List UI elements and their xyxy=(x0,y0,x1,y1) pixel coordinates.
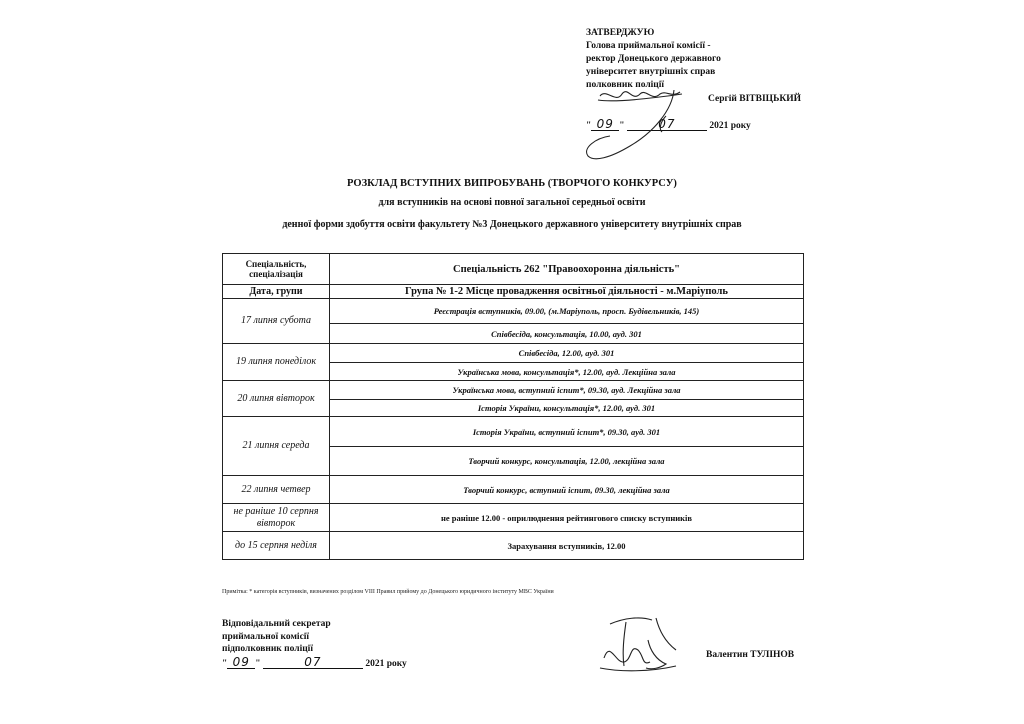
table-row xyxy=(223,476,804,504)
event-cell: Історія України, консультація*, 12.00, ауд. 301 xyxy=(330,400,804,417)
day-cell: 20 липня вівторок xyxy=(223,381,330,417)
event-cell: Українська мова, консультація*, 12.00, ауд. Лекційна зала xyxy=(330,363,804,381)
schedule-table xyxy=(222,253,804,560)
secretary-line-1: Відповідальний секретар xyxy=(222,619,331,629)
header-date-label: Дата, групи xyxy=(223,285,330,299)
event-cell: не раніше 12.00 - оприлюднення рейтингового списку вступників xyxy=(330,504,804,532)
table-row xyxy=(223,344,804,363)
event-cell: Зарахування вступників, 12.00 xyxy=(330,532,804,560)
table-row xyxy=(223,381,804,400)
approval-date-year: 2021 року xyxy=(709,121,751,131)
approval-heading: ЗАТВЕРДЖУЮ xyxy=(586,28,655,38)
table-row xyxy=(223,285,804,299)
schedule-title: РОЗКЛАД ВСТУПНИХ ВИПРОБУВАНЬ (ТВОРЧОГО КОНКУРСУ) xyxy=(347,178,677,189)
approval-line-1: Голова приймальної комісії - xyxy=(586,41,711,51)
secretary-line-2: приймальної комісії xyxy=(222,631,310,642)
event-cell: Творчий конкурс, вступний іспит, 09.30, лекційна зала xyxy=(330,476,804,504)
table-row xyxy=(223,254,804,285)
secretary-date-year: 2021 року xyxy=(365,659,407,669)
approval-line-2: ректор Донецького державного xyxy=(586,54,721,64)
event-cell: Історія України, вступний іспит*, 09.30, ауд. 301 xyxy=(330,417,804,447)
table-row xyxy=(223,299,804,324)
secretary-date-month: 07 xyxy=(263,657,363,669)
day-cell: 21 липня середа xyxy=(223,417,330,476)
secretary-date-day: 09 xyxy=(227,657,255,669)
day-cell: 17 липня субота xyxy=(223,299,330,344)
secretary-name: Валентин ТУЛІНОВ xyxy=(706,650,795,660)
day-cell: 19 липня понеділок xyxy=(223,344,330,381)
approval-date-month: 07 xyxy=(627,119,707,131)
approval-date-day: 09 xyxy=(591,119,619,131)
secretary-block xyxy=(222,618,331,656)
rector-signature xyxy=(570,80,710,170)
secretary-date: " 09 " 07 2021 року xyxy=(222,655,407,669)
event-cell: Українська мова, вступний іспит*, 09.30, ауд. Лекційна зала xyxy=(330,381,804,400)
event-cell: Співбесіда, консультація, 10.00, ауд. 301 xyxy=(330,324,804,344)
approval-date: " 09 " 07 2021 року xyxy=(586,117,751,131)
table-row xyxy=(223,504,804,532)
footnote: Примітка: * категорія вступників, визначених розділом VIII Правил прийому до Донецького юридичного інституту МВС України xyxy=(222,589,554,595)
table-row xyxy=(223,532,804,560)
header-specialty-value: Спеціальність 262 "Правоохоронна діяльність" xyxy=(330,254,804,285)
day-cell: до 15 серпня неділя xyxy=(223,532,330,560)
secretary-line-3: підполковник поліції xyxy=(222,644,313,654)
schedule-subtitle-1: для вступників на основі повної загальної середньої освіти xyxy=(378,197,646,208)
schedule-subtitle-2: денної форми здобуття освіти факультету №3 Донецького державного університету внутрішніх справ xyxy=(282,219,742,230)
day-cell: не раніше 10 серпня вівторок xyxy=(223,504,330,532)
event-cell: Творчий конкурс, консультація, 12.00, лекційна зала xyxy=(330,447,804,476)
secretary-signature xyxy=(590,610,690,680)
approval-line-4: полковник поліції xyxy=(586,80,665,90)
approval-name: Сергій ВІТВІЦЬКИЙ xyxy=(708,94,802,104)
header-specialty-label: Спеціальність, спеціалізація xyxy=(223,254,330,285)
approval-line-3: університет внутрішніх справ xyxy=(586,67,716,77)
table-row xyxy=(223,417,804,447)
header-date-value: Група № 1-2 Місце провадження освітньої діяльності - м.Маріуполь xyxy=(330,285,804,299)
event-cell: Реєстрація вступників, 09.00, (м.Маріуполь, просп. Будівельників, 145) xyxy=(330,299,804,324)
day-cell: 22 липня четвер xyxy=(223,476,330,504)
event-cell: Співбесіда, 12.00, ауд. 301 xyxy=(330,344,804,363)
